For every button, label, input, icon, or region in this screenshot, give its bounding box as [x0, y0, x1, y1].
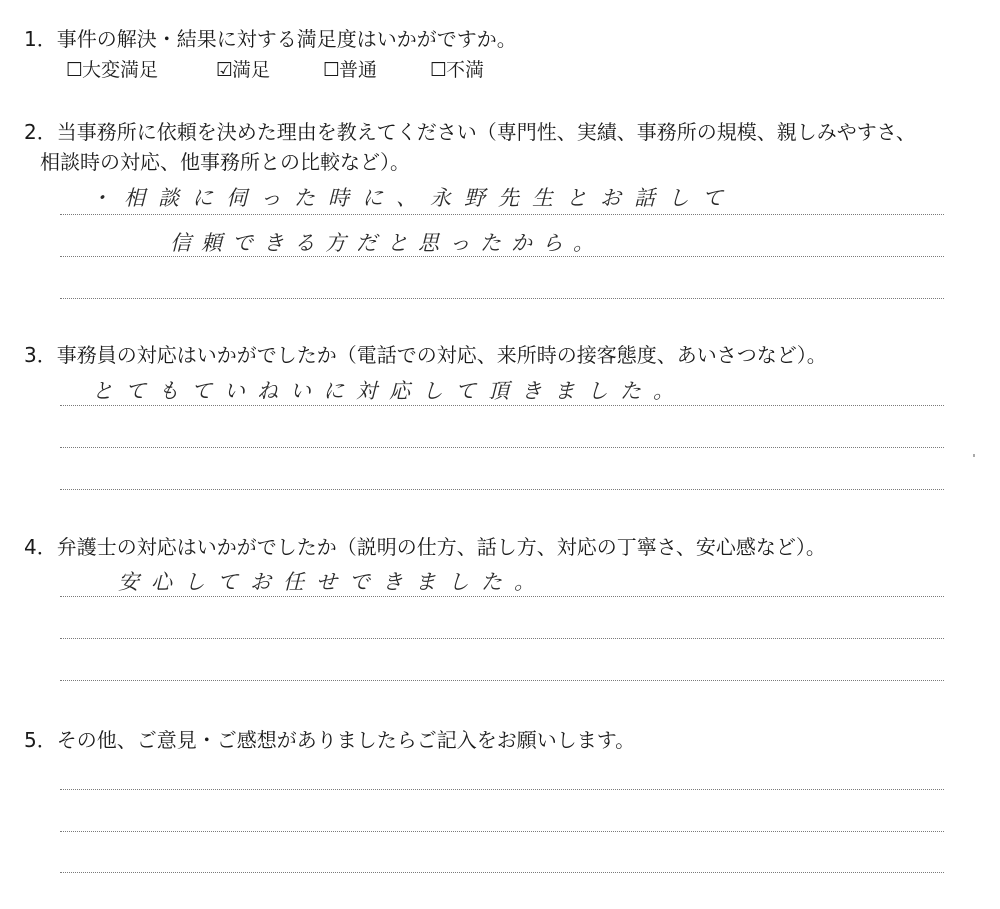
handwritten-answer: ・相談に伺った時に、永野先生とお話して — [90, 186, 736, 210]
option-label: 不満 — [446, 59, 485, 81]
answer-line — [60, 831, 944, 832]
question-3: 3．事務員の対応はいかがでしたか（電話での対応、来所時の接客態度、あいさつなど）。 — [24, 343, 827, 367]
handwritten-answer: 信頼できる方だと思ったから。 — [170, 231, 604, 255]
question-2-continued: 相談時の対応、他事務所との比較など）。 — [40, 150, 410, 174]
option-very-satisfied[interactable] — [66, 58, 158, 82]
answer-line — [60, 447, 944, 448]
question-2: 2．当事務所に依頼を決めた理由を教えてください（専門性、実績、事務所の規模、親しみやすさ、 — [24, 120, 916, 144]
option-satisfied[interactable] — [216, 58, 270, 82]
question-5: 5．その他、ご意見・ご感想がありましたらご記入をお願いします。 — [24, 728, 636, 752]
answer-line — [60, 489, 944, 490]
option-label: 大変満足 — [82, 59, 159, 81]
option-label: 満足 — [232, 59, 271, 81]
answer-line — [60, 298, 944, 299]
checkbox-icon[interactable]: ☐ — [430, 59, 448, 81]
checked-checkbox-icon[interactable]: ☑ — [216, 59, 234, 81]
answer-line — [60, 638, 944, 639]
answer-line — [60, 405, 944, 406]
scan-speck — [973, 454, 975, 457]
answer-line — [60, 256, 944, 257]
answer-line — [60, 214, 944, 215]
option-label: 普通 — [339, 59, 378, 81]
answer-line — [60, 789, 944, 790]
answer-line — [60, 872, 944, 873]
option-normal[interactable] — [323, 58, 377, 82]
answer-line — [60, 680, 944, 681]
checkbox-icon[interactable]: ☐ — [323, 59, 341, 81]
handwritten-answer: とてもていねいに対応して頂きました。 — [92, 379, 686, 403]
question-1: 1．事件の解決・結果に対する満足度はいかがですか。 — [24, 27, 517, 51]
handwritten-answer: 安心してお任せできました。 — [118, 570, 547, 594]
answer-line — [60, 596, 944, 597]
checkbox-icon[interactable]: ☐ — [66, 59, 84, 81]
question-4: 4．弁護士の対応はいかがでしたか（説明の仕方、話し方、対応の丁寧さ、安心感など）。 — [24, 535, 826, 559]
option-unsatisfied[interactable] — [430, 58, 484, 82]
